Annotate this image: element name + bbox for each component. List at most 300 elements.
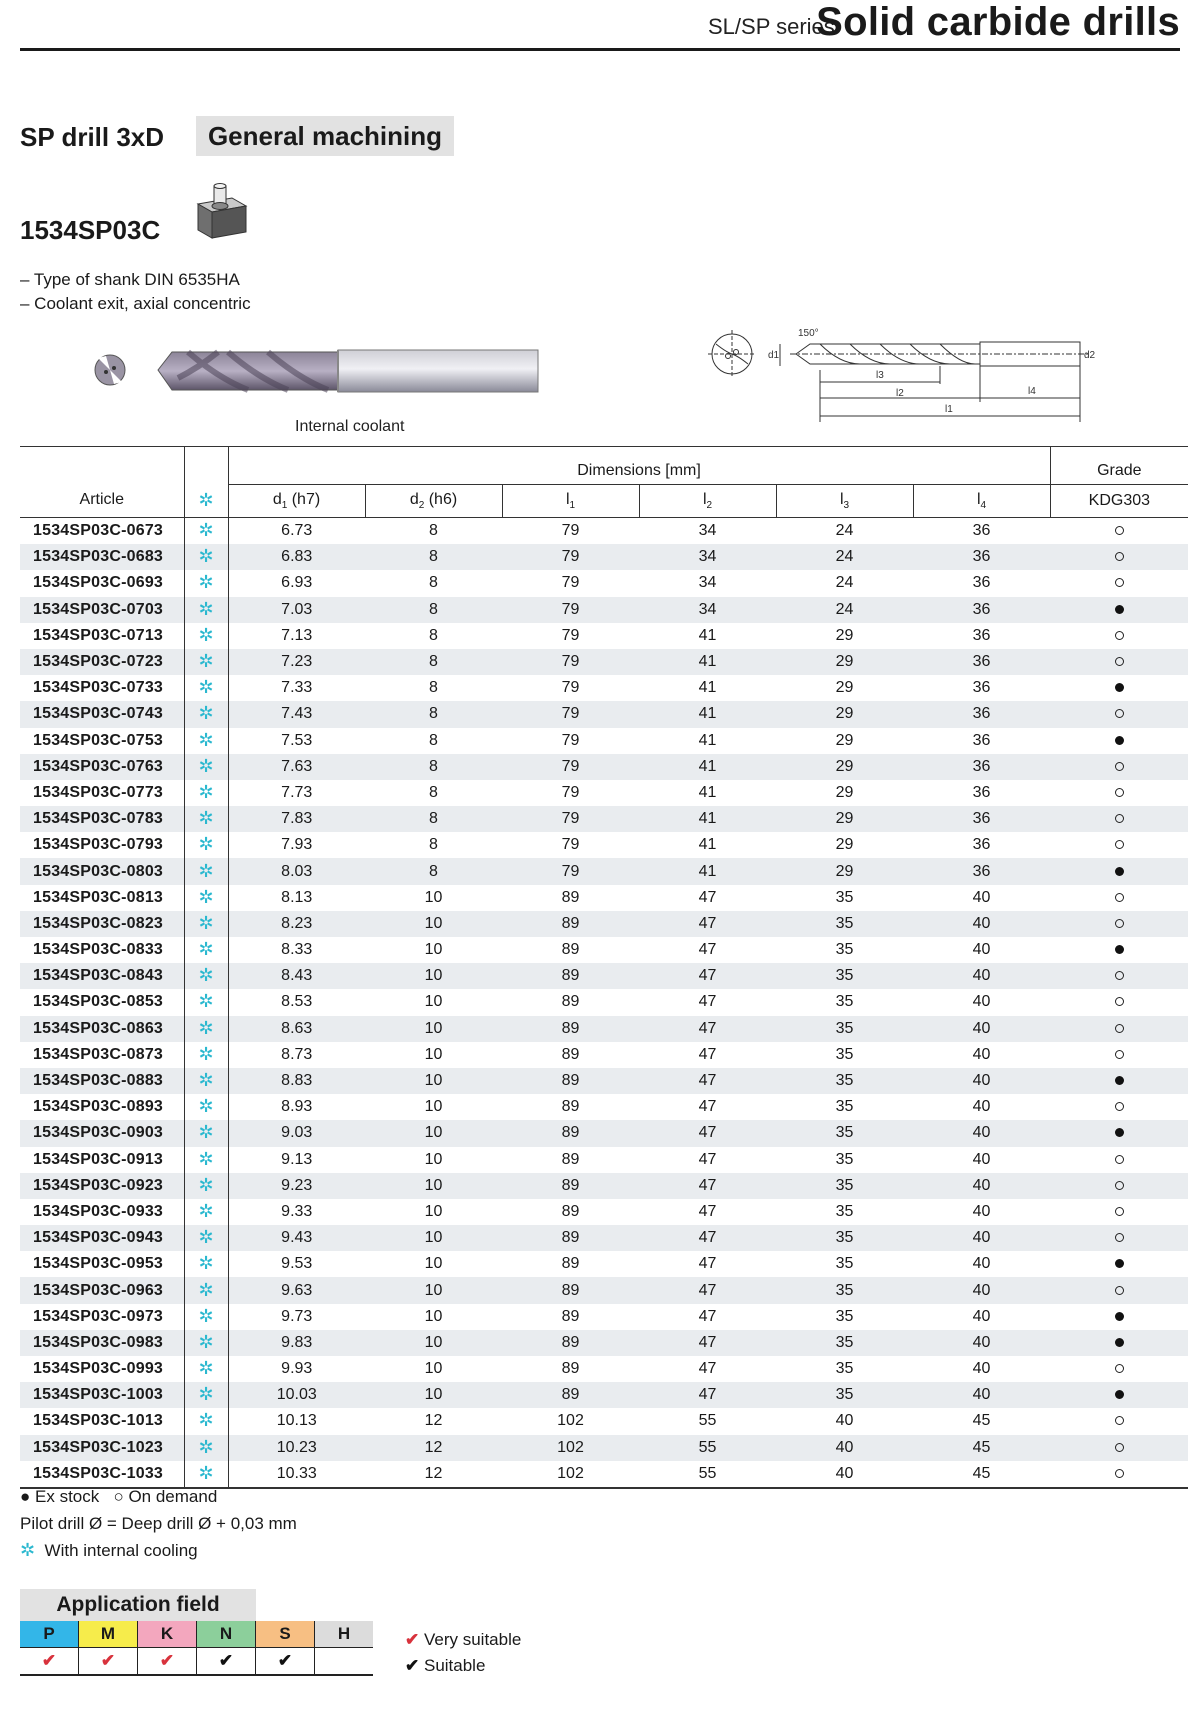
ex-stock-dot-icon (1115, 1259, 1124, 1268)
col-l2: $l_2$ (639, 485, 776, 518)
l2-value: 47 (698, 1098, 717, 1116)
l4-value: 40 (913, 911, 1050, 937)
l1-value: 89 (561, 1045, 580, 1063)
ex-stock-dot-icon (1115, 1312, 1124, 1321)
article-number: 1534SP03C-0783 (20, 806, 184, 832)
ex-stock-dot-icon (1115, 867, 1124, 876)
article-number: 1534SP03C-1013 (20, 1408, 184, 1434)
internal-cooling-icon: ✲ (198, 703, 214, 724)
on-demand-circle-icon (1115, 840, 1124, 849)
d2-value: 12 (424, 1412, 443, 1430)
d2-value: 10 (424, 1307, 443, 1325)
l1-value: 89 (561, 1098, 580, 1116)
internal-cooling-icon: ✲ (198, 1017, 214, 1038)
l2-value: 55 (698, 1412, 717, 1430)
internal-cooling-icon: ✲ (198, 991, 214, 1012)
on-demand-circle-icon (1115, 971, 1124, 980)
internal-cooling-icon: ✲ (198, 781, 214, 802)
table-row (20, 623, 1188, 649)
l4-value: 36 (972, 836, 991, 854)
d2-value: 10 (365, 911, 502, 937)
d2-value: 8 (365, 754, 502, 780)
l1-value: 79 (502, 701, 639, 727)
ex-stock-dot-icon (1115, 1338, 1124, 1347)
table-row (20, 754, 1188, 780)
l2-value: 47 (639, 1016, 776, 1042)
l1-value: 89 (561, 993, 580, 1011)
l1-value: 79 (561, 836, 580, 854)
l4-value: 36 (972, 679, 991, 697)
d2-value: 10 (424, 1360, 443, 1378)
l4-value: 36 (972, 626, 991, 644)
internal-cooling-icon: ✲ (198, 729, 214, 750)
table-row (20, 597, 1188, 623)
l3-value: 35 (776, 1277, 913, 1303)
very-suitable-label: Very suitable (423, 1630, 522, 1649)
d1-value: 7.53 (281, 731, 313, 749)
ex-stock-dot-icon (1115, 945, 1124, 954)
article-number: 1534SP03C-0983 (20, 1330, 184, 1356)
l1-value: 79 (561, 731, 580, 749)
legend-cooling (20, 1541, 198, 1561)
key-suitable (405, 1656, 485, 1676)
l2-value: 41 (639, 649, 776, 675)
d1-value: 8.23 (228, 911, 365, 937)
internal-cooling-icon: ✲ (198, 1279, 214, 1300)
suitable-icon: ✔ (405, 1656, 420, 1675)
l3-value: 35 (776, 1120, 913, 1146)
article-number: 1534SP03C-0723 (20, 649, 184, 675)
l3-value: 35 (776, 963, 913, 989)
l2-value: 47 (639, 1382, 776, 1408)
l4-value: 40 (913, 963, 1050, 989)
l1-value: 89 (502, 1068, 639, 1094)
d2-value: 10 (424, 1255, 443, 1273)
material-n: N (197, 1621, 256, 1648)
l2-value: 47 (639, 1173, 776, 1199)
l3-value: 40 (776, 1435, 913, 1461)
l1-value: 89 (502, 1173, 639, 1199)
table-row (20, 1016, 1188, 1042)
l2-value: 41 (639, 701, 776, 727)
article-number: 1534SP03C-1033 (20, 1461, 184, 1488)
on-demand-circle-icon (1115, 526, 1124, 535)
table-row (20, 1356, 1188, 1382)
table-row (20, 1173, 1188, 1199)
internal-cooling-icon: ✲ (198, 1200, 214, 1221)
d2-value: 10 (365, 1120, 502, 1146)
table-row (20, 1304, 1188, 1330)
l2-value: 47 (698, 1360, 717, 1378)
l1-value: 79 (502, 754, 639, 780)
table-row (20, 1382, 1188, 1408)
d1-value: 9.83 (228, 1330, 365, 1356)
l3-value: 35 (835, 1255, 854, 1273)
internal-cooling-icon: ✲ (198, 1331, 214, 1352)
l2-value: 47 (639, 1330, 776, 1356)
on-demand-circle-icon (1115, 631, 1124, 640)
l4-value: 45 (913, 1461, 1050, 1488)
internal-cooling-icon: ✲ (198, 572, 214, 593)
l4-value: 45 (913, 1435, 1050, 1461)
table-row (20, 728, 1188, 754)
l3-value: 35 (835, 1045, 854, 1063)
on-demand-circle-icon (1115, 1364, 1124, 1373)
d2-value: 12 (365, 1461, 502, 1488)
l3-value: 24 (835, 522, 854, 540)
d1-value: 8.93 (281, 1098, 313, 1116)
product-code: 1534SP03C (20, 215, 161, 245)
article-number: 1534SP03C-0873 (20, 1042, 184, 1068)
table-row (20, 885, 1188, 911)
l1-value: 79 (561, 574, 580, 592)
l1-value: 89 (502, 911, 639, 937)
table-row (20, 544, 1188, 570)
l2-value: 55 (639, 1435, 776, 1461)
article-number: 1534SP03C-0943 (20, 1225, 184, 1251)
d1-value: 8.83 (228, 1068, 365, 1094)
d2-value: 10 (365, 1173, 502, 1199)
d2-value: 10 (424, 1150, 443, 1168)
l3-value: 35 (776, 1382, 913, 1408)
l1-value: 79 (502, 806, 639, 832)
l1-value: 79 (561, 626, 580, 644)
d2-value: 8 (365, 701, 502, 727)
d2-value: 10 (365, 1277, 502, 1303)
category-tag: General machining (196, 116, 454, 156)
article-number: 1534SP03C-0933 (20, 1199, 184, 1225)
d2-value: 10 (365, 963, 502, 989)
ex-stock-dot-icon (1115, 1076, 1124, 1085)
l3-value: 29 (776, 649, 913, 675)
l4-value: 36 (913, 858, 1050, 884)
material-k: K (138, 1621, 197, 1648)
d1-value: 9.73 (281, 1307, 313, 1325)
col-grade-name: KDG303 (1088, 492, 1151, 509)
very-suitable-check-icon: ✔ (41, 1651, 57, 1670)
drawing-angle: 150° (798, 328, 819, 339)
d1-value: 10.03 (228, 1382, 365, 1408)
d2-value: 10 (424, 1202, 443, 1220)
l1-value: 79 (502, 597, 639, 623)
l1-value: 89 (561, 1255, 580, 1273)
ex-stock-dot-icon (1115, 736, 1124, 745)
table-row (20, 1225, 1188, 1251)
l4-value: 40 (913, 1277, 1050, 1303)
on-demand-circle-icon (1115, 1181, 1124, 1190)
l3-value: 35 (835, 1098, 854, 1116)
series-label: SL/SP series (708, 14, 835, 39)
d2-value: 8 (429, 783, 438, 801)
l2-value: 47 (698, 993, 717, 1011)
article-number: 1534SP03C-0803 (20, 858, 184, 884)
l1-value: 89 (502, 1225, 639, 1251)
article-number: 1534SP03C-0903 (20, 1120, 184, 1146)
article-number: 1534SP03C-0793 (20, 832, 184, 858)
feature-coolant: – Coolant exit, axial concentric (20, 294, 251, 313)
d1-value: 9.03 (228, 1120, 365, 1146)
on-demand-circle-icon (1115, 1207, 1124, 1216)
on-demand-circle-icon (1115, 814, 1124, 823)
l2-value: 47 (639, 1120, 776, 1146)
legend-availability (20, 1487, 217, 1507)
article-number: 1534SP03C-0763 (20, 754, 184, 780)
l1-value: 102 (502, 1435, 639, 1461)
article-number: 1534SP03C-0743 (20, 701, 184, 727)
material-m: M (79, 1621, 138, 1648)
internal-cooling-icon: ✲ (198, 546, 214, 567)
d1-value: 8.63 (228, 1016, 365, 1042)
l3-value: 24 (835, 574, 854, 592)
article-number: 1534SP03C-0913 (20, 1147, 184, 1173)
d2-value: 8 (365, 597, 502, 623)
l4-value: 36 (913, 544, 1050, 570)
d1-value: 10.23 (228, 1435, 365, 1461)
l2-value: 47 (639, 1068, 776, 1094)
d2-value: 10 (424, 941, 443, 959)
ex-stock-dot-icon (1115, 1128, 1124, 1137)
internal-cooling-icon: ✲ (198, 755, 214, 776)
l3-value: 35 (835, 888, 854, 906)
solid-block-icon (196, 182, 248, 240)
internal-cooling-icon: ✲ (198, 1174, 214, 1195)
application-field-title: Application field (20, 1589, 256, 1621)
on-demand-circle-icon (1115, 552, 1124, 561)
internal-cooling-icon: ✲ (198, 1436, 214, 1457)
drawing-label-d2: d2 (1084, 350, 1096, 361)
article-number: 1534SP03C-0823 (20, 911, 184, 937)
drill-tip-end-view (95, 355, 125, 385)
drawing-label-l1: l1 (945, 404, 953, 415)
very-suitable-check-icon: ✔ (100, 1651, 116, 1670)
on-demand-circle-icon (1115, 1286, 1124, 1295)
d2-value: 12 (365, 1435, 502, 1461)
l4-value: 40 (972, 993, 991, 1011)
l2-value: 41 (639, 806, 776, 832)
on-demand-circle-icon (1115, 1443, 1124, 1452)
d2-value: 10 (424, 993, 443, 1011)
l3-value: 29 (835, 836, 854, 854)
on-demand-circle-icon (1115, 997, 1124, 1006)
l3-value: 24 (776, 544, 913, 570)
ex-stock-dot-icon (1115, 1390, 1124, 1399)
l2-value: 47 (698, 941, 717, 959)
l4-value: 36 (972, 783, 991, 801)
l4-value: 36 (972, 731, 991, 749)
l2-value: 41 (639, 858, 776, 884)
d2-value: 10 (424, 1045, 443, 1063)
drill-technical-drawing (700, 322, 1100, 427)
l4-value: 40 (913, 1382, 1050, 1408)
table-row (20, 1435, 1188, 1461)
l4-value: 40 (913, 1330, 1050, 1356)
table-row (20, 1251, 1188, 1277)
l2-value: 47 (698, 888, 717, 906)
l4-value: 36 (972, 522, 991, 540)
suitable-check-icon: ✔ (218, 1651, 234, 1670)
d1-value: 8.43 (228, 963, 365, 989)
l4-value: 40 (913, 1173, 1050, 1199)
d1-value: 7.13 (281, 626, 313, 644)
table-row (20, 780, 1188, 806)
col-d2: $d_2$ (h6) (365, 485, 502, 518)
internal-cooling-icon: ✲ (198, 1096, 214, 1117)
table-row (20, 806, 1188, 832)
l2-value: 47 (639, 911, 776, 937)
d1-value: 9.63 (228, 1277, 365, 1303)
col-grade: Grade (1050, 447, 1188, 485)
table-row (20, 911, 1188, 937)
article-number: 1534SP03C-1023 (20, 1435, 184, 1461)
d1-value: 10.33 (228, 1461, 365, 1488)
l4-value: 40 (972, 1098, 991, 1116)
d2-value: 8 (429, 626, 438, 644)
table-row (20, 963, 1188, 989)
d2-value: 8 (365, 858, 502, 884)
article-number: 1534SP03C-0733 (20, 675, 184, 701)
application-field-table (20, 1621, 373, 1676)
very-suitable-icon: ✔ (405, 1630, 420, 1649)
table-row (20, 1094, 1188, 1120)
on-demand-circle-icon (1115, 919, 1124, 928)
table-row (20, 675, 1188, 701)
internal-cooling-icon: ✲ (198, 886, 214, 907)
internal-cooling-icon: ✲ (198, 1253, 214, 1274)
article-number: 1534SP03C-0883 (20, 1068, 184, 1094)
product-line-title: SP drill 3xD (20, 122, 165, 152)
d1-value: 7.33 (281, 679, 313, 697)
l3-value: 29 (776, 858, 913, 884)
l1-value: 79 (502, 858, 639, 884)
internal-cooling-icon: ✲ (198, 1410, 214, 1431)
l2-value: 41 (639, 754, 776, 780)
d1-value: 6.83 (228, 544, 365, 570)
on-demand-circle-icon (1115, 1024, 1124, 1033)
article-number: 1534SP03C-0923 (20, 1173, 184, 1199)
on-demand-circle-icon (1115, 1102, 1124, 1111)
l3-value: 29 (835, 626, 854, 644)
stock-symbol: ● (20, 1487, 31, 1506)
article-number: 1534SP03C-0713 (20, 623, 184, 649)
drawing-end-view (708, 330, 756, 378)
l3-value: 29 (776, 754, 913, 780)
article-number: 1534SP03C-0863 (20, 1016, 184, 1042)
on-demand-circle-icon (1115, 709, 1124, 718)
l4-value: 36 (913, 754, 1050, 780)
l1-value: 89 (502, 1016, 639, 1042)
d1-value: 6.73 (281, 522, 313, 540)
table-row (20, 1277, 1188, 1303)
coolant-header-icon: ✲ (198, 490, 214, 510)
article-number: 1534SP03C-0703 (20, 597, 184, 623)
photo-caption: Internal coolant (295, 418, 405, 435)
l4-value: 40 (972, 1360, 991, 1378)
article-number: 1534SP03C-0993 (20, 1356, 184, 1382)
l2-value: 34 (639, 544, 776, 570)
l2-value: 41 (698, 836, 717, 854)
l1-value: 89 (502, 1120, 639, 1146)
on-demand-circle-icon (1115, 1469, 1124, 1478)
d1-value: 8.73 (281, 1045, 313, 1063)
d2-value: 8 (429, 836, 438, 854)
l4-value: 40 (972, 888, 991, 906)
on-demand-circle-icon (1115, 657, 1124, 666)
l1-value: 79 (561, 522, 580, 540)
l3-value: 35 (835, 941, 854, 959)
l1-value: 79 (561, 679, 580, 697)
l4-value: 40 (913, 1225, 1050, 1251)
l4-value: 40 (972, 1150, 991, 1168)
material-p: P (20, 1621, 79, 1648)
ex-stock-dot-icon (1115, 605, 1124, 614)
drawing-label-d1: d1 (768, 350, 780, 361)
very-suitable-check-icon: ✔ (159, 1651, 175, 1670)
col-d1: $d_1$ (h7) (228, 485, 365, 518)
on-demand-circle-icon (1115, 1233, 1124, 1242)
col-article: Article (20, 447, 184, 518)
l4-value: 36 (913, 806, 1050, 832)
article-number: 1534SP03C-0773 (20, 780, 184, 806)
l2-value: 47 (698, 1255, 717, 1273)
article-number: 1534SP03C-0833 (20, 937, 184, 963)
col-dimensions: Dimensions [mm] (228, 447, 1050, 485)
cooling-icon: ✲ (20, 1540, 36, 1560)
l1-value: 89 (502, 963, 639, 989)
internal-cooling-icon: ✲ (198, 939, 214, 960)
l1-value: 102 (557, 1412, 584, 1430)
internal-cooling-icon: ✲ (198, 1227, 214, 1248)
l2-value: 34 (698, 574, 717, 592)
table-row (20, 1199, 1188, 1225)
l1-value: 89 (502, 1277, 639, 1303)
d1-value: 6.93 (281, 574, 313, 592)
table-row (20, 1330, 1188, 1356)
l4-value: 40 (972, 1255, 991, 1273)
page-title: Solid carbide drills (816, 0, 1180, 44)
l4-value: 45 (972, 1412, 991, 1430)
d1-value: 9.13 (281, 1150, 313, 1168)
article-number: 1534SP03C-0753 (20, 728, 184, 754)
l4-value: 36 (913, 701, 1050, 727)
l3-value: 29 (776, 701, 913, 727)
article-number: 1534SP03C-0693 (20, 570, 184, 596)
internal-cooling-icon: ✲ (198, 1070, 214, 1091)
d2-value: 10 (365, 1382, 502, 1408)
l3-value: 29 (835, 783, 854, 801)
table-row (20, 1408, 1188, 1434)
key-very-suitable (405, 1630, 521, 1650)
d2-value: 8 (429, 679, 438, 697)
article-number: 1534SP03C-0973 (20, 1304, 184, 1330)
d1-value: 9.33 (281, 1202, 313, 1220)
l2-value: 55 (639, 1461, 776, 1488)
internal-cooling-icon: ✲ (198, 1305, 214, 1326)
l1-value: 89 (561, 1150, 580, 1168)
internal-cooling-icon: ✲ (198, 1384, 214, 1405)
d2-value: 8 (365, 544, 502, 570)
table-row (20, 1147, 1188, 1173)
l3-value: 35 (776, 1173, 913, 1199)
header-rule (20, 48, 1180, 51)
l3-value: 35 (776, 1068, 913, 1094)
l4-value: 36 (972, 574, 991, 592)
l1-value: 79 (561, 783, 580, 801)
d2-value: 10 (365, 1016, 502, 1042)
on-demand-circle-icon (1115, 1050, 1124, 1059)
internal-cooling-icon: ✲ (198, 860, 214, 881)
l3-value: 40 (835, 1412, 854, 1430)
l3-value: 35 (776, 1016, 913, 1042)
